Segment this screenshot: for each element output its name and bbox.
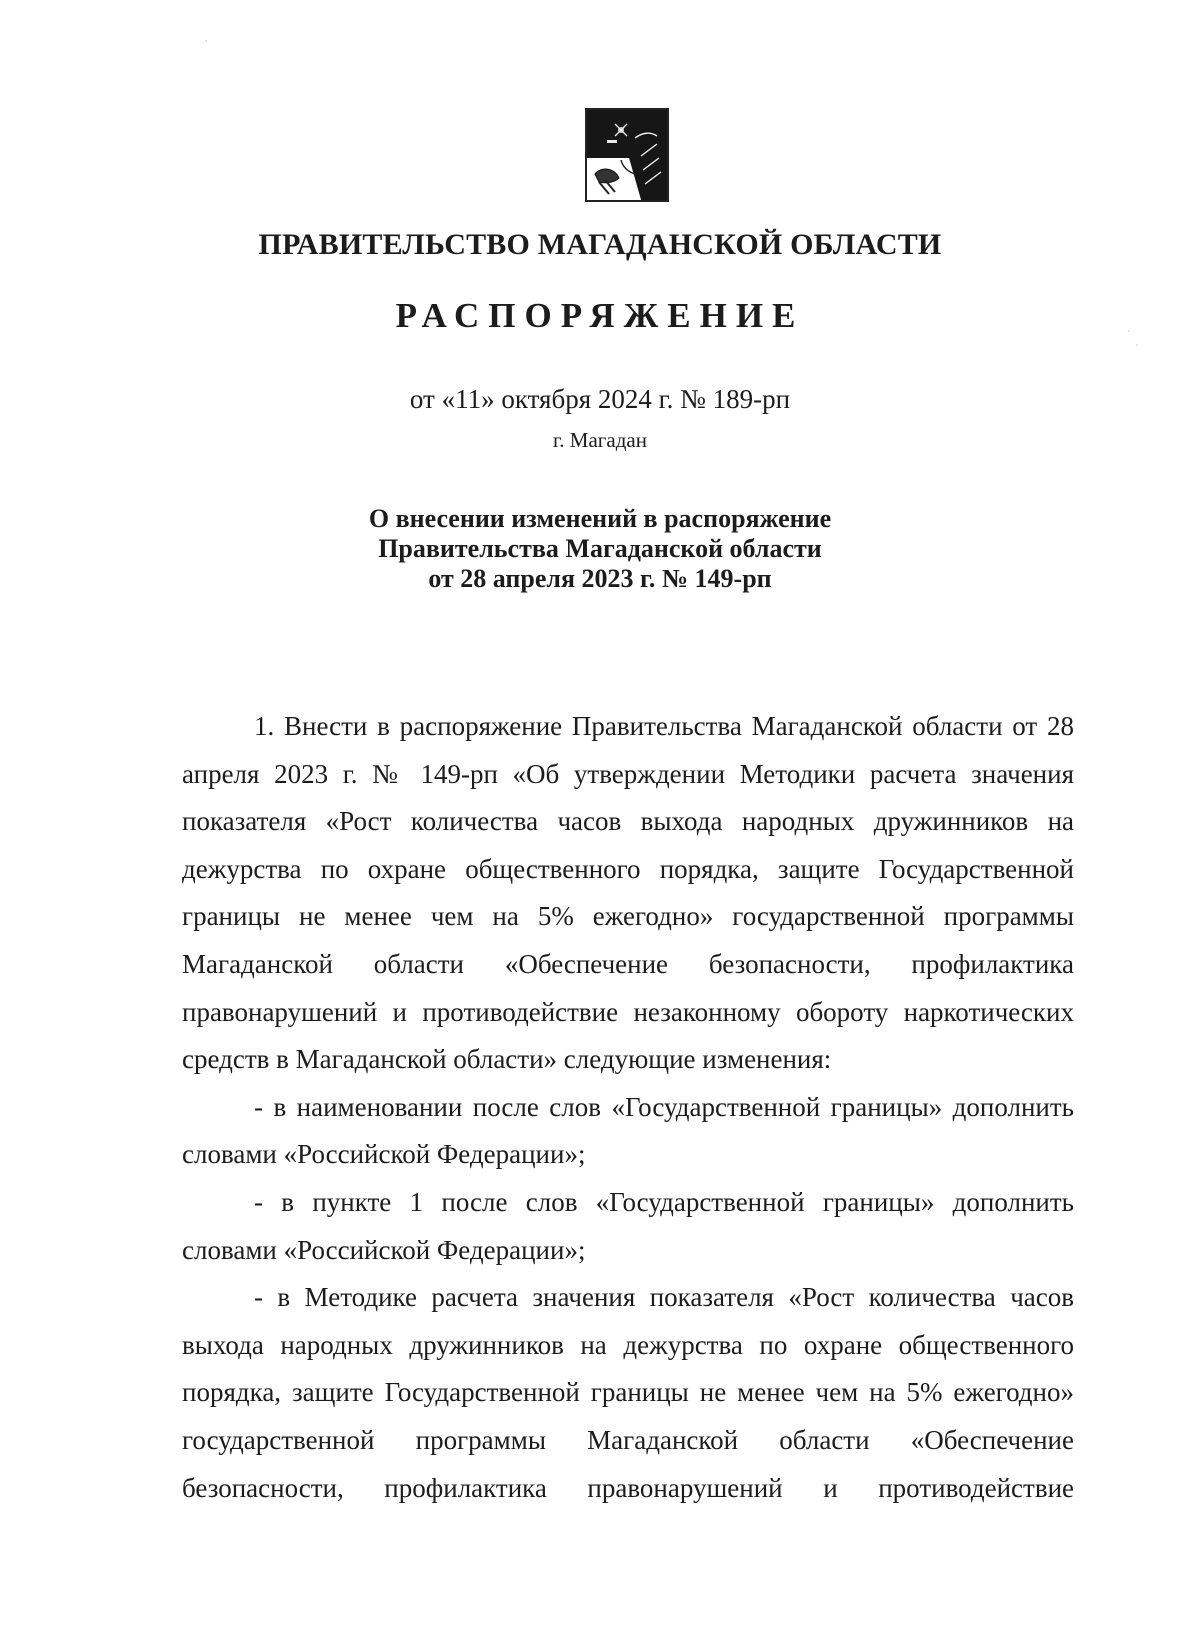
subject-line-2: Правительства Магаданской области — [378, 534, 822, 563]
body-paragraph-3: - в пункте 1 после слов «Государственной границы» дополнить словами «Российской Федерации»; — [182, 1186, 1074, 1265]
government-title: ПРАВИТЕЛЬСТВО МАГАДАНСКОЙ ОБЛАСТИ — [258, 228, 942, 261]
document-place: г. Магадан — [553, 428, 647, 452]
document-date-number: от «11» октября 2024 г. № 189-рп — [409, 384, 791, 414]
scan-speck — [1128, 330, 1130, 332]
subject-line-1: О внесении изменений в распоряжение — [368, 504, 832, 533]
scan-speck — [1136, 344, 1138, 346]
body-paragraph-4: - в Методике расчета значения показателя «Рост количества часов выхода народных дружинников на дежурства по охране общественного порядка, защите Государственной границы не менее чем на 5% ежегодно» государственной программы Магаданской области «Обеспечение безопасности, профилактика правонарушений и противодействие — [182, 1282, 1074, 1503]
scan-speck — [205, 40, 207, 42]
subject-line-3: от 28 апреля 2023 г. № 149-рп — [428, 564, 772, 593]
body-paragraph-2: - в наименовании после слов «Государственной границы» дополнить словами «Российской Федерации»; — [182, 1091, 1074, 1170]
magadan-coat-of-arms-icon — [585, 108, 669, 202]
document-body — [182, 703, 1074, 1512]
body-paragraph-1: 1. Внести в распоряжение Правительства Магаданской области от 28 апреля 2023 г. № 149-рп «Об утверждении Методики расчета значения показателя «Рост количества часов выхода народных дружинников на дежурства по охране общественного порядка, защите Государственной границы не менее чем на 5% ежегодно» государственной программы Магаданской области «Обеспечение безопасности, профилактика правонарушений и противодействие незаконному обороту наркотических средств в Магаданской области» следующие изменения: — [182, 711, 1074, 1075]
document-type-title: РАСПОРЯЖЕНИЕ — [395, 296, 805, 335]
